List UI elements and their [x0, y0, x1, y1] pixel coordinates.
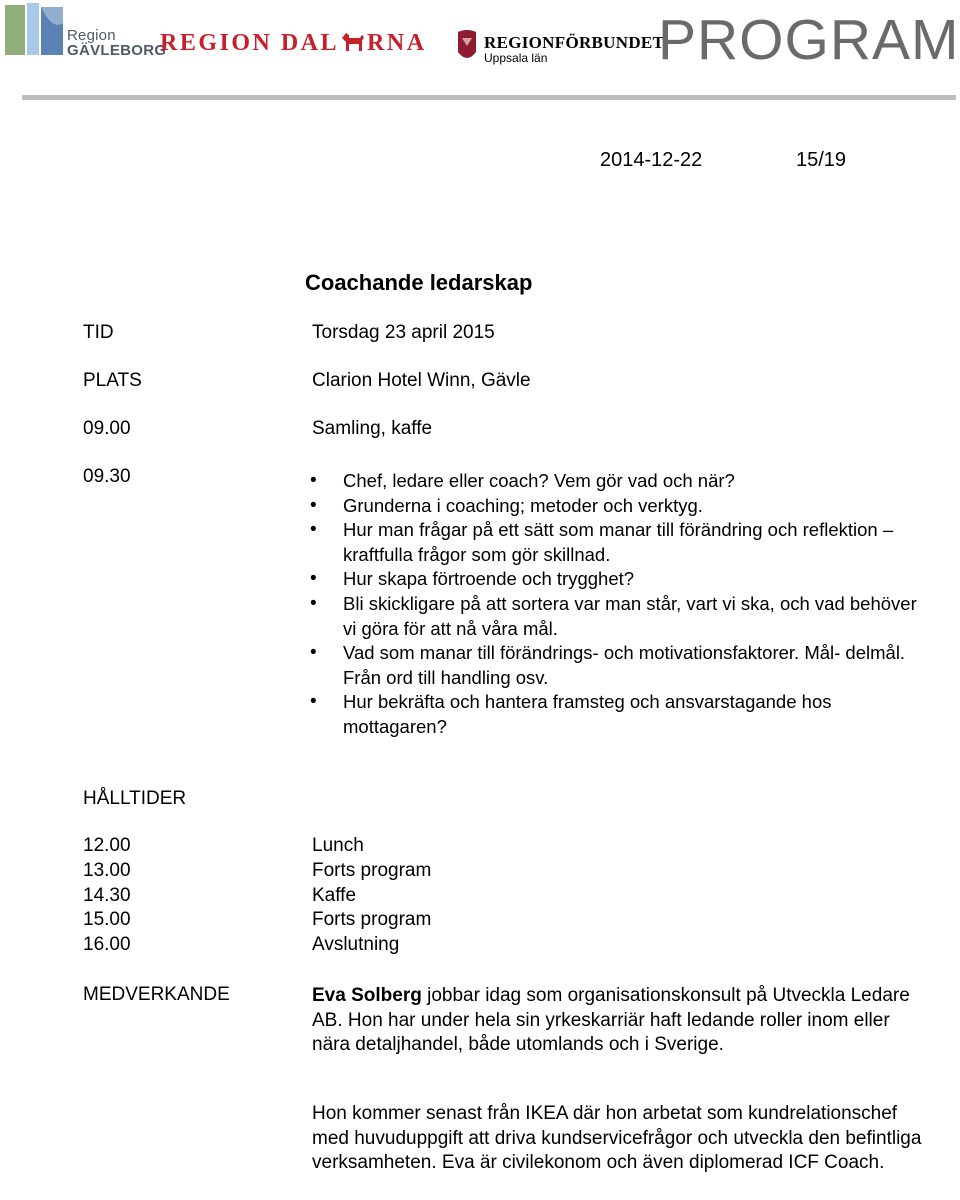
regionforbundet-emblem: [456, 30, 478, 64]
region-dalarna-text-1: REGION DAL: [160, 30, 340, 56]
tid-label: TID: [83, 322, 114, 343]
halltider-row: [83, 908, 483, 933]
halltider-row: [83, 859, 483, 884]
regionforbundet-line2: Uppsala län: [484, 51, 548, 65]
halltider-row: [83, 933, 483, 958]
speaker-bio: [312, 984, 932, 1058]
topic-list: [300, 469, 920, 740]
speaker-bio-text: jobbar idag som organisationskonsult på Utveckla Ledare AB. Hon har under hela sin yrkeskarriär haft ledande roller inom eller nära detaljhandel, både utomlands och i Sverige.: [312, 985, 910, 1056]
halltider-table: [83, 834, 483, 958]
document-date: 2014-12-22: [600, 149, 703, 171]
topic-item: • Hur bekräfta och hantera framsteg och ansvarstagande hos mottagaren?: [300, 690, 920, 739]
halltider-row: [83, 834, 483, 859]
regionforbundet-line1: REGIONFÖRBUNDET: [484, 33, 665, 52]
plats-label: PLATS: [83, 370, 142, 391]
halltider-time: 14.30: [83, 884, 131, 906]
dala-horse-icon: [340, 30, 366, 52]
region-gavleborg-logo: [5, 3, 167, 59]
topic-item: • Hur man frågar på ett sätt som manar till förändring och reflektion – kraftfulla frågor som gör skillnad.: [300, 518, 920, 567]
tid-value: Torsdag 23 april 2015: [312, 322, 495, 343]
region-gavleborg-line2: GÄVLEBORG: [67, 42, 167, 59]
regionforbundet-logo: [456, 30, 665, 66]
topic-item: • Bli skickligare på att sortera var man står, vart vi ska, och vad behöver vi göra för att nå våra mål.: [300, 592, 920, 641]
speaker-background: Hon kommer senast från IKEA där hon arbetat som kundrelationschef med huvuduppgift att driva kundservicefrågor och utveckla den befintliga verksamheten. Eva är civilekonom och även diplomerad ICF Coach.: [312, 1103, 922, 1174]
program-heading: PROGRAM: [658, 8, 960, 72]
region-dalarna-text-2: RNA: [367, 30, 427, 56]
halltider-time: 15.00: [83, 909, 131, 931]
topic-item: • Grunderna i coaching; metoder och verktyg.: [300, 494, 920, 519]
region-dalarna-logo: [160, 30, 427, 57]
topic-item: • Vad som manar till förändrings- och motivationsfaktorer. Mål- delmål. Från ord till handling osv.: [300, 641, 920, 690]
halltider-row: [83, 884, 483, 909]
header-divider: [22, 95, 956, 100]
halltider-activity: Forts program: [312, 909, 432, 931]
region-gavleborg-emblem: [5, 3, 65, 59]
halltider-activity: Avslutning: [312, 934, 400, 956]
speaker-name: Eva Solberg: [312, 985, 422, 1006]
time-0930: 09.30: [83, 466, 131, 487]
halltider-time: 13.00: [83, 859, 131, 881]
halltider-activity: Forts program: [312, 859, 432, 881]
halltider-time: 12.00: [83, 835, 131, 856]
halltider-activity: Kaffe: [312, 884, 357, 906]
time-0900: 09.00: [83, 418, 131, 439]
page-number: 15/19: [796, 149, 847, 171]
halltider-heading: HÅLLTIDER: [83, 788, 187, 809]
page-header: [0, 0, 960, 105]
medverkande-heading: MEDVERKANDE: [83, 984, 230, 1005]
activity-0900: Samling, kaffe: [312, 418, 433, 439]
halltider-time: 16.00: [83, 934, 131, 956]
topic-item: • Chef, ledare eller coach? Vem gör vad och när?: [300, 469, 920, 494]
topic-item: • Hur skapa förtroende och trygghet?: [300, 567, 920, 592]
halltider-activity: Lunch: [312, 835, 364, 856]
plats-value: Clarion Hotel Winn, Gävle: [312, 370, 531, 391]
region-gavleborg-line1: Region: [67, 27, 116, 44]
course-title: Coachande ledarskap: [305, 270, 533, 295]
